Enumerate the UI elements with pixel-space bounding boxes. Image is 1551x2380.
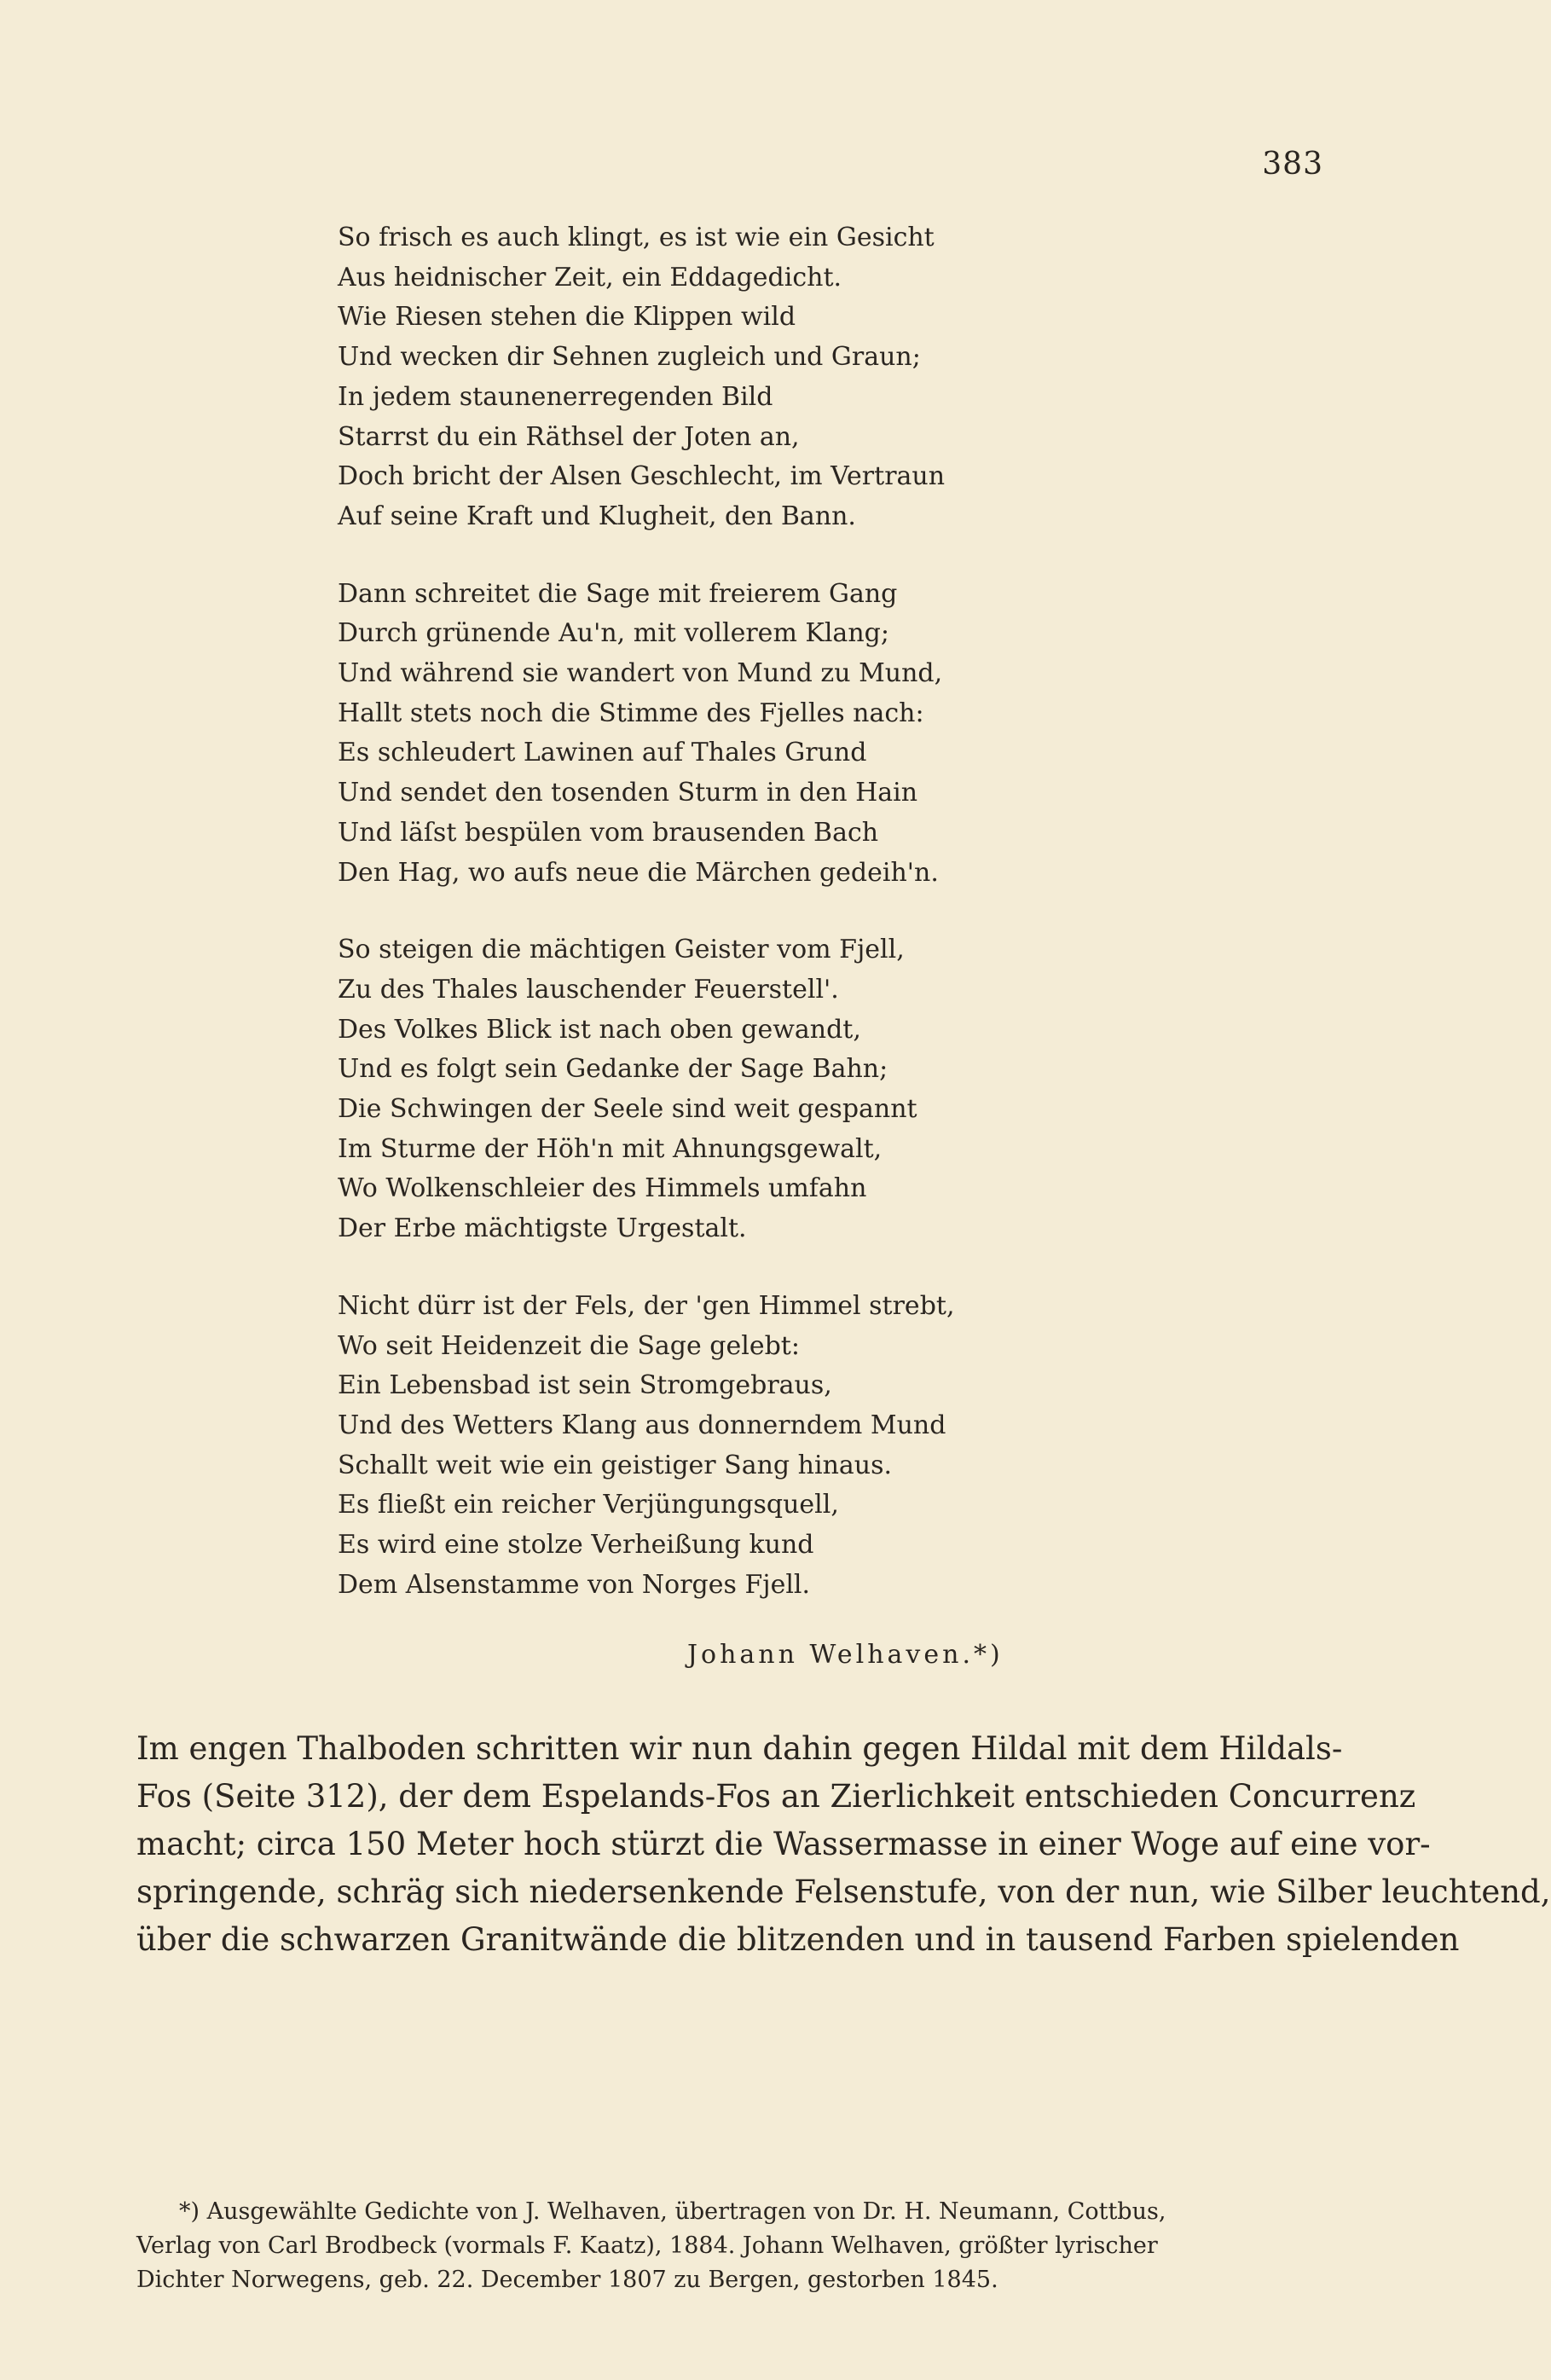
verse-line: In jedem staunenerregenden Bild [338, 381, 773, 412]
verse-line: Wie Riesen stehen die Klippen wild [338, 302, 796, 333]
verse-line: Und sendet den tosenden Sturm in den Hain [338, 778, 918, 808]
verse-line: Ein Lebensbad ist sein Stromgebraus, [338, 1370, 832, 1401]
verse-line: Wo Wolkenschleier des Himmels umfahn [338, 1173, 867, 1204]
poem-signature: Johann Welhaven.*) [687, 1640, 1004, 1670]
verse-line: Des Volkes Blick ist nach oben gewandt, [338, 1014, 861, 1045]
stanza-4 [338, 1287, 1105, 1606]
footnote [136, 2195, 1317, 2297]
stanza-2 [338, 575, 1105, 894]
verse-line: Und es folgt sein Gedanke der Sage Bahn; [338, 1054, 888, 1085]
verse-line: Die Schwingen der Seele sind weit gespannt [338, 1094, 917, 1125]
verse-line: Und wecken dir Sehnen zugleich und Graun; [338, 342, 921, 373]
verse-line: Auf seine Kraft und Klugheit, den Bann. [338, 501, 856, 531]
verse-line: Doch bricht der Alsen Geschlecht, im Vertraun [338, 461, 946, 492]
verse-line: Durch grünende Au'n, mit vollerem Klang; [338, 618, 889, 649]
verse-line: Hallt stets noch die Stimme des Fjelles nach: [338, 698, 924, 728]
verse-line: Starrst du ein Räthsel der Joten an, [338, 421, 800, 452]
verse-line: Wo seit Heidenzeit die Sage gelebt: [338, 1330, 800, 1361]
prose-line: Fos (Seite 312), der dem Espelands-Fos an Zierlichkeit entschieden Concurrenz [136, 1778, 1416, 1815]
prose-paragraph [136, 1725, 1551, 1964]
verse-line: Schallt weit wie ein geistiger Sang hinaus. [338, 1450, 893, 1480]
verse-line: Den Hag, wo aufs neue die Märchen gedeih'n. [338, 857, 939, 888]
verse-line: Der Erbe mächtigste Urgestalt. [338, 1213, 747, 1244]
verse-line: Nicht dürr ist der Fels, der 'gen Himmel strebt, [338, 1290, 955, 1321]
verse-line: Und des Wetters Klang aus donnerndem Mund [338, 1410, 946, 1440]
prose-line: springende, schräg sich niedersenkende Felsenstufe, von der nun, wie Silber leuchtend, [136, 1873, 1551, 1910]
verse-line: So steigen die mächtigen Geister vom Fjell, [338, 935, 905, 965]
verse-line: Zu des Thales lauschender Feuerstell'. [338, 974, 839, 1005]
prose-line: über die schwarzen Granitwände die blitzenden und in tausend Farben spielenden [136, 1921, 1460, 1958]
prose-line: macht; circa 150 Meter hoch stürzt die Wassermasse in einer Woge auf eine vor- [136, 1826, 1431, 1862]
footnote-line: Verlag von Carl Brodbeck (vormals F. Kaatz), 1884. Johann Welhaven, größter lyrischer [136, 2232, 1158, 2259]
verse-line: Und läſst bespülen vom brausenden Bach [338, 817, 879, 848]
page-number: 383 [1262, 147, 1323, 182]
verse-line: Und während sie wandert von Mund zu Mund, [338, 658, 943, 689]
verse-line: Es wird eine stolze Verheißung kund [338, 1530, 814, 1561]
verse-line: Dem Alsenstamme von Norges Fjell. [338, 1569, 811, 1600]
prose-line: Im engen Thalboden schritten wir nun dahin gegen Hildal mit dem Hildals- [136, 1730, 1343, 1767]
stanza-3 [338, 930, 1105, 1249]
verse-line: Aus heidnischer Zeit, ein Eddagedicht. [338, 262, 842, 292]
verse-line: Es fließt ein reicher Verjüngungsquell, [338, 1490, 839, 1520]
footnote-line: *) Ausgewählte Gedichte von J. Welhaven, übertragen von Dr. H. Neumann, Cottbus, [179, 2198, 1166, 2225]
poem [338, 218, 1105, 1643]
footnote-line: Dichter Norwegens, geb. 22. December 1807 zu Bergen, gestorben 1845. [136, 2267, 998, 2293]
verse-line: Im Sturme der Höh'n mit Ahnungsgewalt, [338, 1133, 883, 1164]
verse-line: Es schleudert Lawinen auf Thales Grund [338, 738, 867, 768]
verse-line: Dann schreitet die Sage mit freierem Gang [338, 578, 898, 609]
verse-line: So frisch es auch klingt, es ist wie ein Gesicht [338, 223, 935, 252]
stanza-1 [338, 218, 1105, 537]
